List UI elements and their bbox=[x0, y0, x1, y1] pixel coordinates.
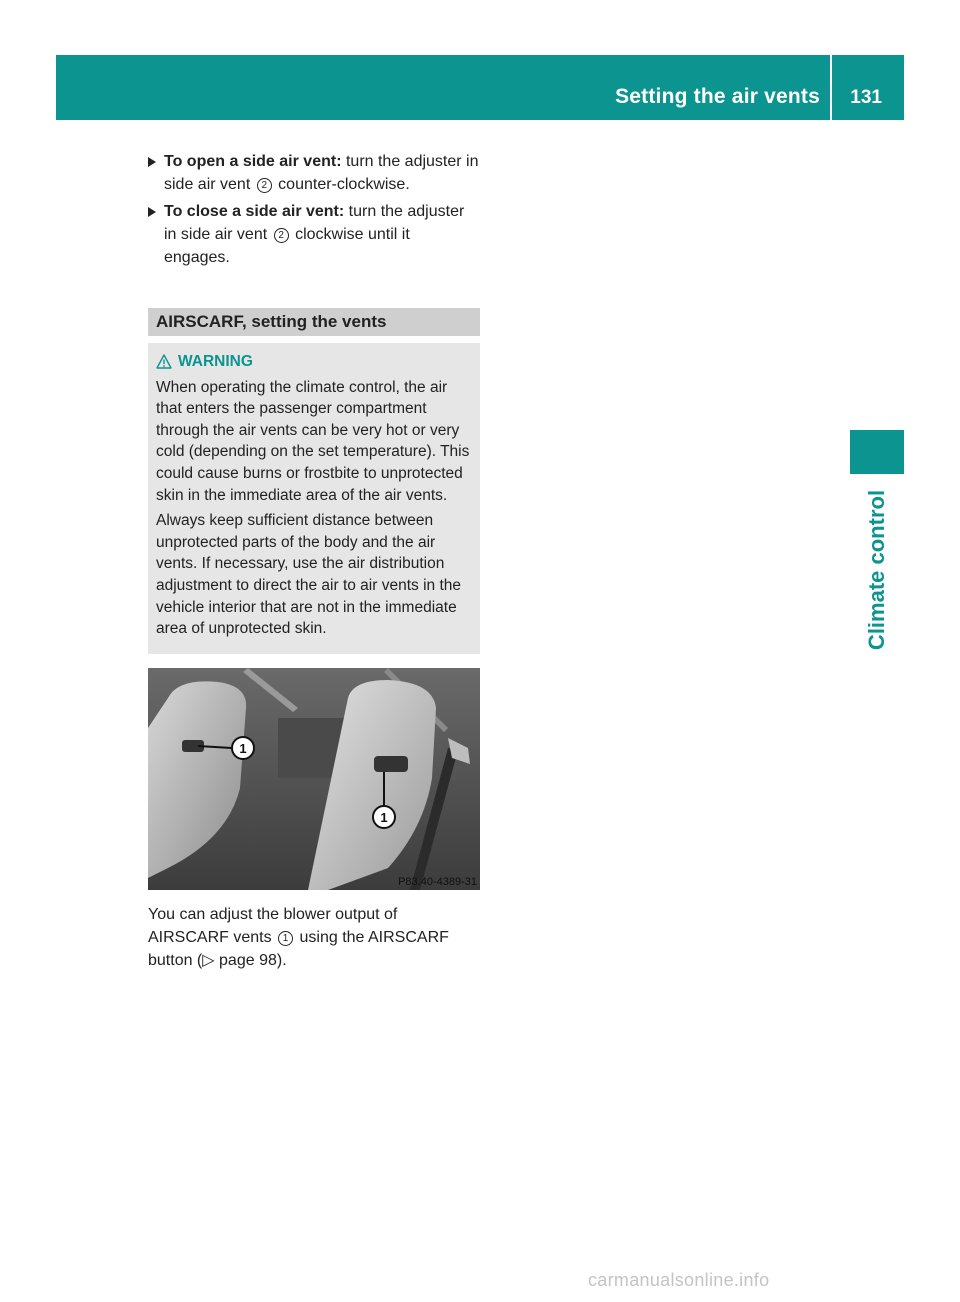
step-arrow-icon bbox=[148, 207, 156, 217]
seat-airscarf-image bbox=[148, 668, 480, 890]
chapter-label: Climate control bbox=[864, 489, 889, 651]
page-ref-arrow-icon: ▷ bbox=[202, 951, 215, 969]
header-divider bbox=[830, 55, 832, 120]
step-lead: To close a side air vent: bbox=[164, 203, 345, 220]
warning-paragraph: Always keep sufficient distance between unprotected parts of the body and the air vents. If necessary, use the air distribution adjustment to direct the air to air vents in the vehicle interior that are not in the immediate area of unprotected skin. bbox=[156, 512, 461, 638]
callout-label: 1 bbox=[380, 809, 388, 825]
warning-label: WARNING bbox=[178, 353, 253, 370]
step-text: counter-clockwise. bbox=[278, 176, 410, 193]
watermark: carmanualsonline.info bbox=[588, 1270, 770, 1290]
warning-box bbox=[148, 343, 480, 654]
content-column bbox=[148, 150, 480, 972]
body-text: using the AIRSCARF button ( bbox=[148, 928, 449, 969]
step-arrow-icon bbox=[148, 157, 156, 167]
instruction-step bbox=[148, 200, 480, 269]
page-reference-link[interactable]: page 98). bbox=[219, 951, 287, 969]
step-text: turn the adjuster in side air vent bbox=[164, 153, 479, 193]
warning-triangle-icon bbox=[156, 354, 172, 369]
instruction-step bbox=[148, 150, 480, 196]
callout-label: 1 bbox=[239, 740, 247, 756]
page-number: 131 bbox=[850, 87, 882, 108]
warning-heading bbox=[156, 351, 472, 373]
step-lead: To open a side air vent: bbox=[164, 153, 342, 170]
callout-ref-icon: 2 bbox=[257, 178, 272, 193]
seat-illustration bbox=[148, 668, 480, 890]
step-text: turn the adjuster in side air vent bbox=[164, 203, 465, 243]
body-text: You can adjust the blower output of AIRSCARF vents bbox=[148, 905, 398, 946]
callout-ref-icon: 1 bbox=[278, 931, 293, 946]
callout-ref-icon: 2 bbox=[274, 228, 289, 243]
chapter-tab bbox=[850, 430, 904, 474]
body-paragraph bbox=[148, 903, 480, 972]
warning-paragraph: When operating the climate control, the air that enters the passenger compartment through the air vents can be very hot or very cold (depending on the set temperature). This could cause burns or frostbite to unprotected skin in the immediate area of the air vents. bbox=[156, 378, 470, 504]
page-title: Setting the air vents bbox=[615, 85, 820, 108]
figure-code: P83.40-4389-31 bbox=[398, 875, 477, 888]
section-heading: AIRSCARF, setting the vents bbox=[148, 308, 480, 336]
header-bar bbox=[56, 55, 904, 120]
step-text: clockwise until it engages. bbox=[164, 226, 410, 266]
